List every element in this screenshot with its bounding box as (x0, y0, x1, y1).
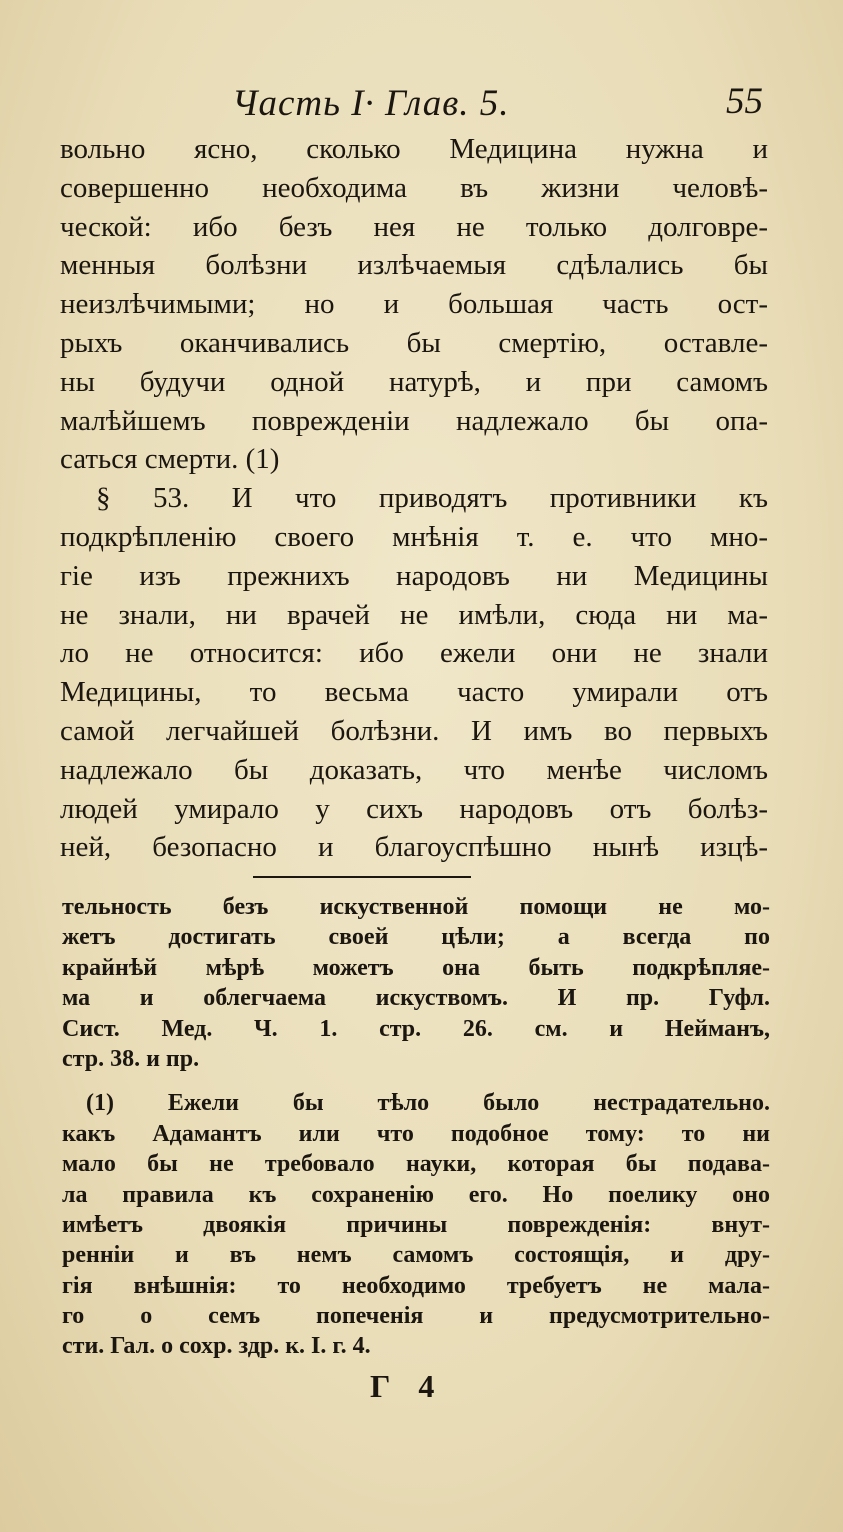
footnote-line: жетъ достигать своей цѣли; а всегда по (62, 924, 770, 951)
page-header (0, 76, 843, 136)
footnote-line: ма и облегчаема искуствомъ. И пр. Гуфл. (62, 985, 770, 1012)
text-line: надлежало бы доказать, что менѣе числомъ (60, 753, 768, 786)
text-line: подкрѣпленію своего мнѣнія т. е. что мно- (60, 520, 768, 553)
page-number: 55 (726, 81, 763, 122)
signature-mark: Г 4 (370, 1368, 445, 1404)
footnotes (62, 892, 770, 1362)
footnote-line: гія внѣшнія: то необходимо требуетъ не мала- (62, 1272, 770, 1299)
text-line: людей умирало у сихъ народовъ отъ болѣз- (60, 792, 768, 825)
text-line: самой легчайшей болѣзни. И имъ во первыхъ (60, 714, 768, 747)
main-text (60, 130, 768, 867)
footnote-line: Сист. Мед. Ч. 1. стр. 26. см. и Нейманъ, (62, 1015, 770, 1042)
text-line: ческой: ибо безъ нея не только долговре- (60, 210, 768, 243)
footnote-line: стр. 38. и пр. (62, 1045, 200, 1072)
text-line: гіе изъ прежнихъ народовъ ни Медицины (60, 559, 768, 592)
footnote-1-start: (1) Ежели бы тѣло было нестрадательно. (86, 1090, 770, 1117)
footnote-line: мало бы не требовало науки, которая бы подава- (62, 1151, 770, 1178)
footnote-line: ренніи и въ немъ самомъ состоящія, и дру- (62, 1242, 770, 1269)
footnote-line: имѣетъ двоякія причины поврежденія: внут- (62, 1211, 770, 1238)
text-line: не знали, ни врачей не имѣли, сюда ни ма- (60, 598, 768, 631)
footnote-line: какъ Адамантъ или что подобное тому: то ни (62, 1120, 770, 1147)
text-line: малѣйшемъ поврежденіи надлежало бы опа- (60, 404, 768, 437)
text-line: неизлѣчимыми; но и большая часть ост- (60, 288, 768, 321)
text-line: саться смерти. (1) (60, 443, 280, 476)
text-line: Медицины, то весьма часто умирали отъ (60, 676, 768, 709)
footnote-line: го о семъ попеченія и предусмотрительно- (62, 1303, 770, 1330)
footnote-line: ла правила къ сохраненію его. Но поелику оно (62, 1181, 770, 1208)
footnote-line: сти. Гал. о сохр. здр. к. I. г. 4. (62, 1333, 371, 1360)
text-line: ней, безопасно и благоуспѣшно нынѣ изцѣ- (60, 831, 768, 864)
section-53-start: § 53. И что приводятъ противники къ (96, 482, 768, 515)
text-line: вольно ясно, сколько Медицина нужна и (60, 133, 768, 165)
text-line: ны будучи одной натурѣ, и при самомъ (60, 365, 768, 398)
text-line: менныя болѣзни излѣчаемыя сдѣлались бы (60, 249, 768, 282)
footnote-line: тельность безъ искуственной помощи не мо- (62, 894, 770, 920)
footnote-divider (253, 876, 471, 878)
text-line: совершенно необходима въ жизни человѣ- (60, 171, 768, 204)
text-line: рыхъ оканчивались бы смертію, оставле- (60, 326, 768, 359)
text-line: ло не относится: ибо ежели они не знали (60, 637, 768, 670)
running-head: Часть I· Глав. 5. (232, 83, 510, 124)
footnote-line: крайнѣй мѣрѣ можетъ она быть подкрѣпляе- (62, 954, 770, 981)
